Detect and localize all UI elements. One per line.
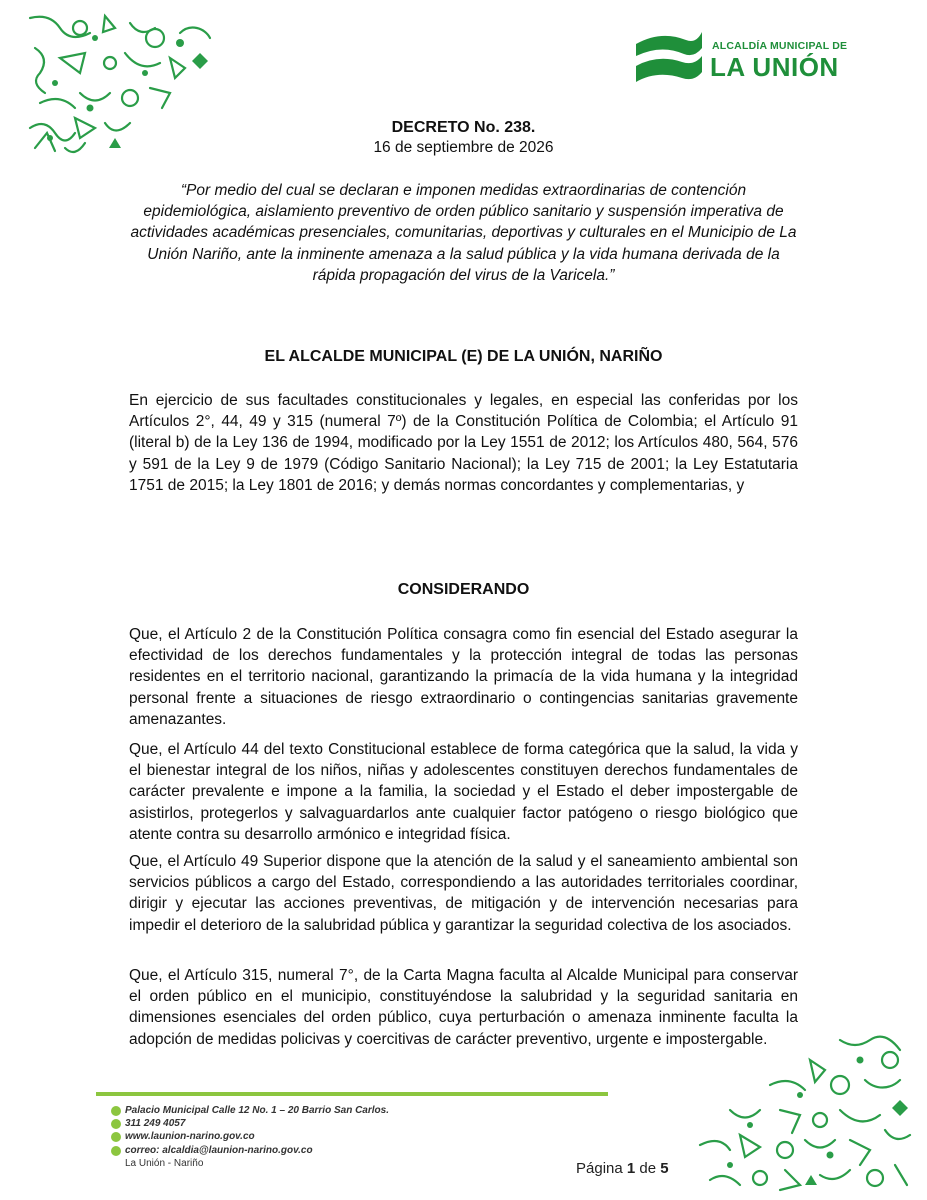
page-total: 5 [660, 1160, 669, 1177]
location-icon [111, 1106, 121, 1116]
phone-icon [111, 1119, 121, 1129]
decree-date: 16 de septiembre de 2026 [373, 139, 554, 156]
decorative-pattern-bottom-right [690, 1030, 920, 1195]
decree-subject-quote: “Por medio del cual se declaran e imponen medidas extraordinarias de contención epidemiológica, aislamiento preventivo de orden público sanitario y suspensión imperativa de actividades académicas presenciales, comunitarias, deportivas y culturales en el Municipio de La Unión Nariño, ante la inminente amenaza a la salud pública y la vida humana derivada de la rápida propagación del virus de la Varicela.” [130, 182, 797, 284]
footer-divider [96, 1092, 608, 1096]
flag-icon [634, 30, 704, 86]
decree-title: DECRETO No. 238. [391, 119, 536, 136]
page-of: de [639, 1160, 657, 1177]
page-current: 1 [626, 1160, 636, 1177]
footer-phone: 311 249 4057 [125, 1118, 186, 1130]
considerando-paragraph: Que, el Artículo 2 de la Constitución Política consagra como fin esencial del Estado asegurar la efectividad de los derechos fundamentales y la protección integral de todas las personas residentes en el territorio nacional, garantizando la primacía de la vida humana y la integridad personal frente a situaciones de riesgo extraordinario o contingencias sanitarias gravemente amenazantes. [129, 626, 798, 728]
logo-text-top: ALCALDÍA MUNICIPAL DE [712, 40, 848, 52]
page-number [576, 1160, 669, 1177]
municipality-logo [634, 30, 848, 90]
authority-paragraph: En ejercicio de sus facultades constitucionales y legales, en especial las conferidas por los Artículos 2°, 44, 49 y 315 (numeral 7º) de la Constitución Política de Colombia; el Artículo 91 (literal b) de la Ley 136 de 1994, modificado por la Ley 1551 de 2012; los Artículos 480, 564, 576 y 591 de la Ley 9 de 1979 (Código Sanitario Nacional); la Ley 715 de 2001; la Ley Estatutaria 1751 de 2015; la Ley 1801 de 2016; y demás normas concordantes y complementarias, y [129, 392, 798, 494]
footer-contact [125, 1104, 389, 1170]
mail-icon [111, 1146, 121, 1156]
considerando-paragraph: Que, el Artículo 49 Superior dispone que la atención de la salud y el saneamiento ambiental son servicios públicos a cargo del Estado, correspondiendo a las autoridades territoriales coordinar, dirigir y ejecutar las acciones preventivas, de mitigación y de intervención necesarias para impedir el deterioro de la salubridad pública y garantizar la seguridad colectiva de los asociados. [129, 853, 798, 934]
considerando-paragraph: Que, el Artículo 315, numeral 7°, de la Carta Magna faculta al Alcalde Municipal para conservar el orden público en el municipio, constituyéndose la salubridad y la seguridad sanitaria en dimensiones esenciales del orden público, cuya perturbación o amenaza inminente faculta la adopción de medidas policivas y coercitivas de carácter preventivo, urgente e impostergable. [129, 967, 798, 1048]
page-prefix: Página [576, 1160, 623, 1177]
globe-icon [111, 1132, 121, 1142]
logo-text-main: LA UNIÓN [710, 52, 839, 82]
footer-website[interactable]: www.launion-narino.gov.co [125, 1131, 255, 1143]
considerando-paragraph: Que, el Artículo 44 del texto Constitucional establece de forma categórica que la salud, la vida y el bienestar integral de los niños, niñas y adolescentes constituyen derechos fundamentales de carácter prevalente e impone a la familia, la sociedad y el Estado el deber impostergable de asistirlos, protegerlos y salvaguardarlos ante cualquier factor patógeno o riesgo biológico que atente contra su desarrollo armónico e integridad física. [129, 741, 798, 843]
footer-city: La Unión - Nariño [125, 1157, 204, 1169]
considerando-heading: CONSIDERANDO [397, 581, 530, 598]
authority-heading: EL ALCALDE MUNICIPAL (E) DE LA UNIÓN, NARIÑO [264, 348, 663, 365]
footer-icons [111, 1106, 121, 1159]
footer-email[interactable]: correo: alcaldia@launion-narino.gov.co [125, 1144, 313, 1156]
footer-address: Palacio Municipal Calle 12 No. 1 – 20 Barrio San Carlos. [125, 1105, 389, 1116]
